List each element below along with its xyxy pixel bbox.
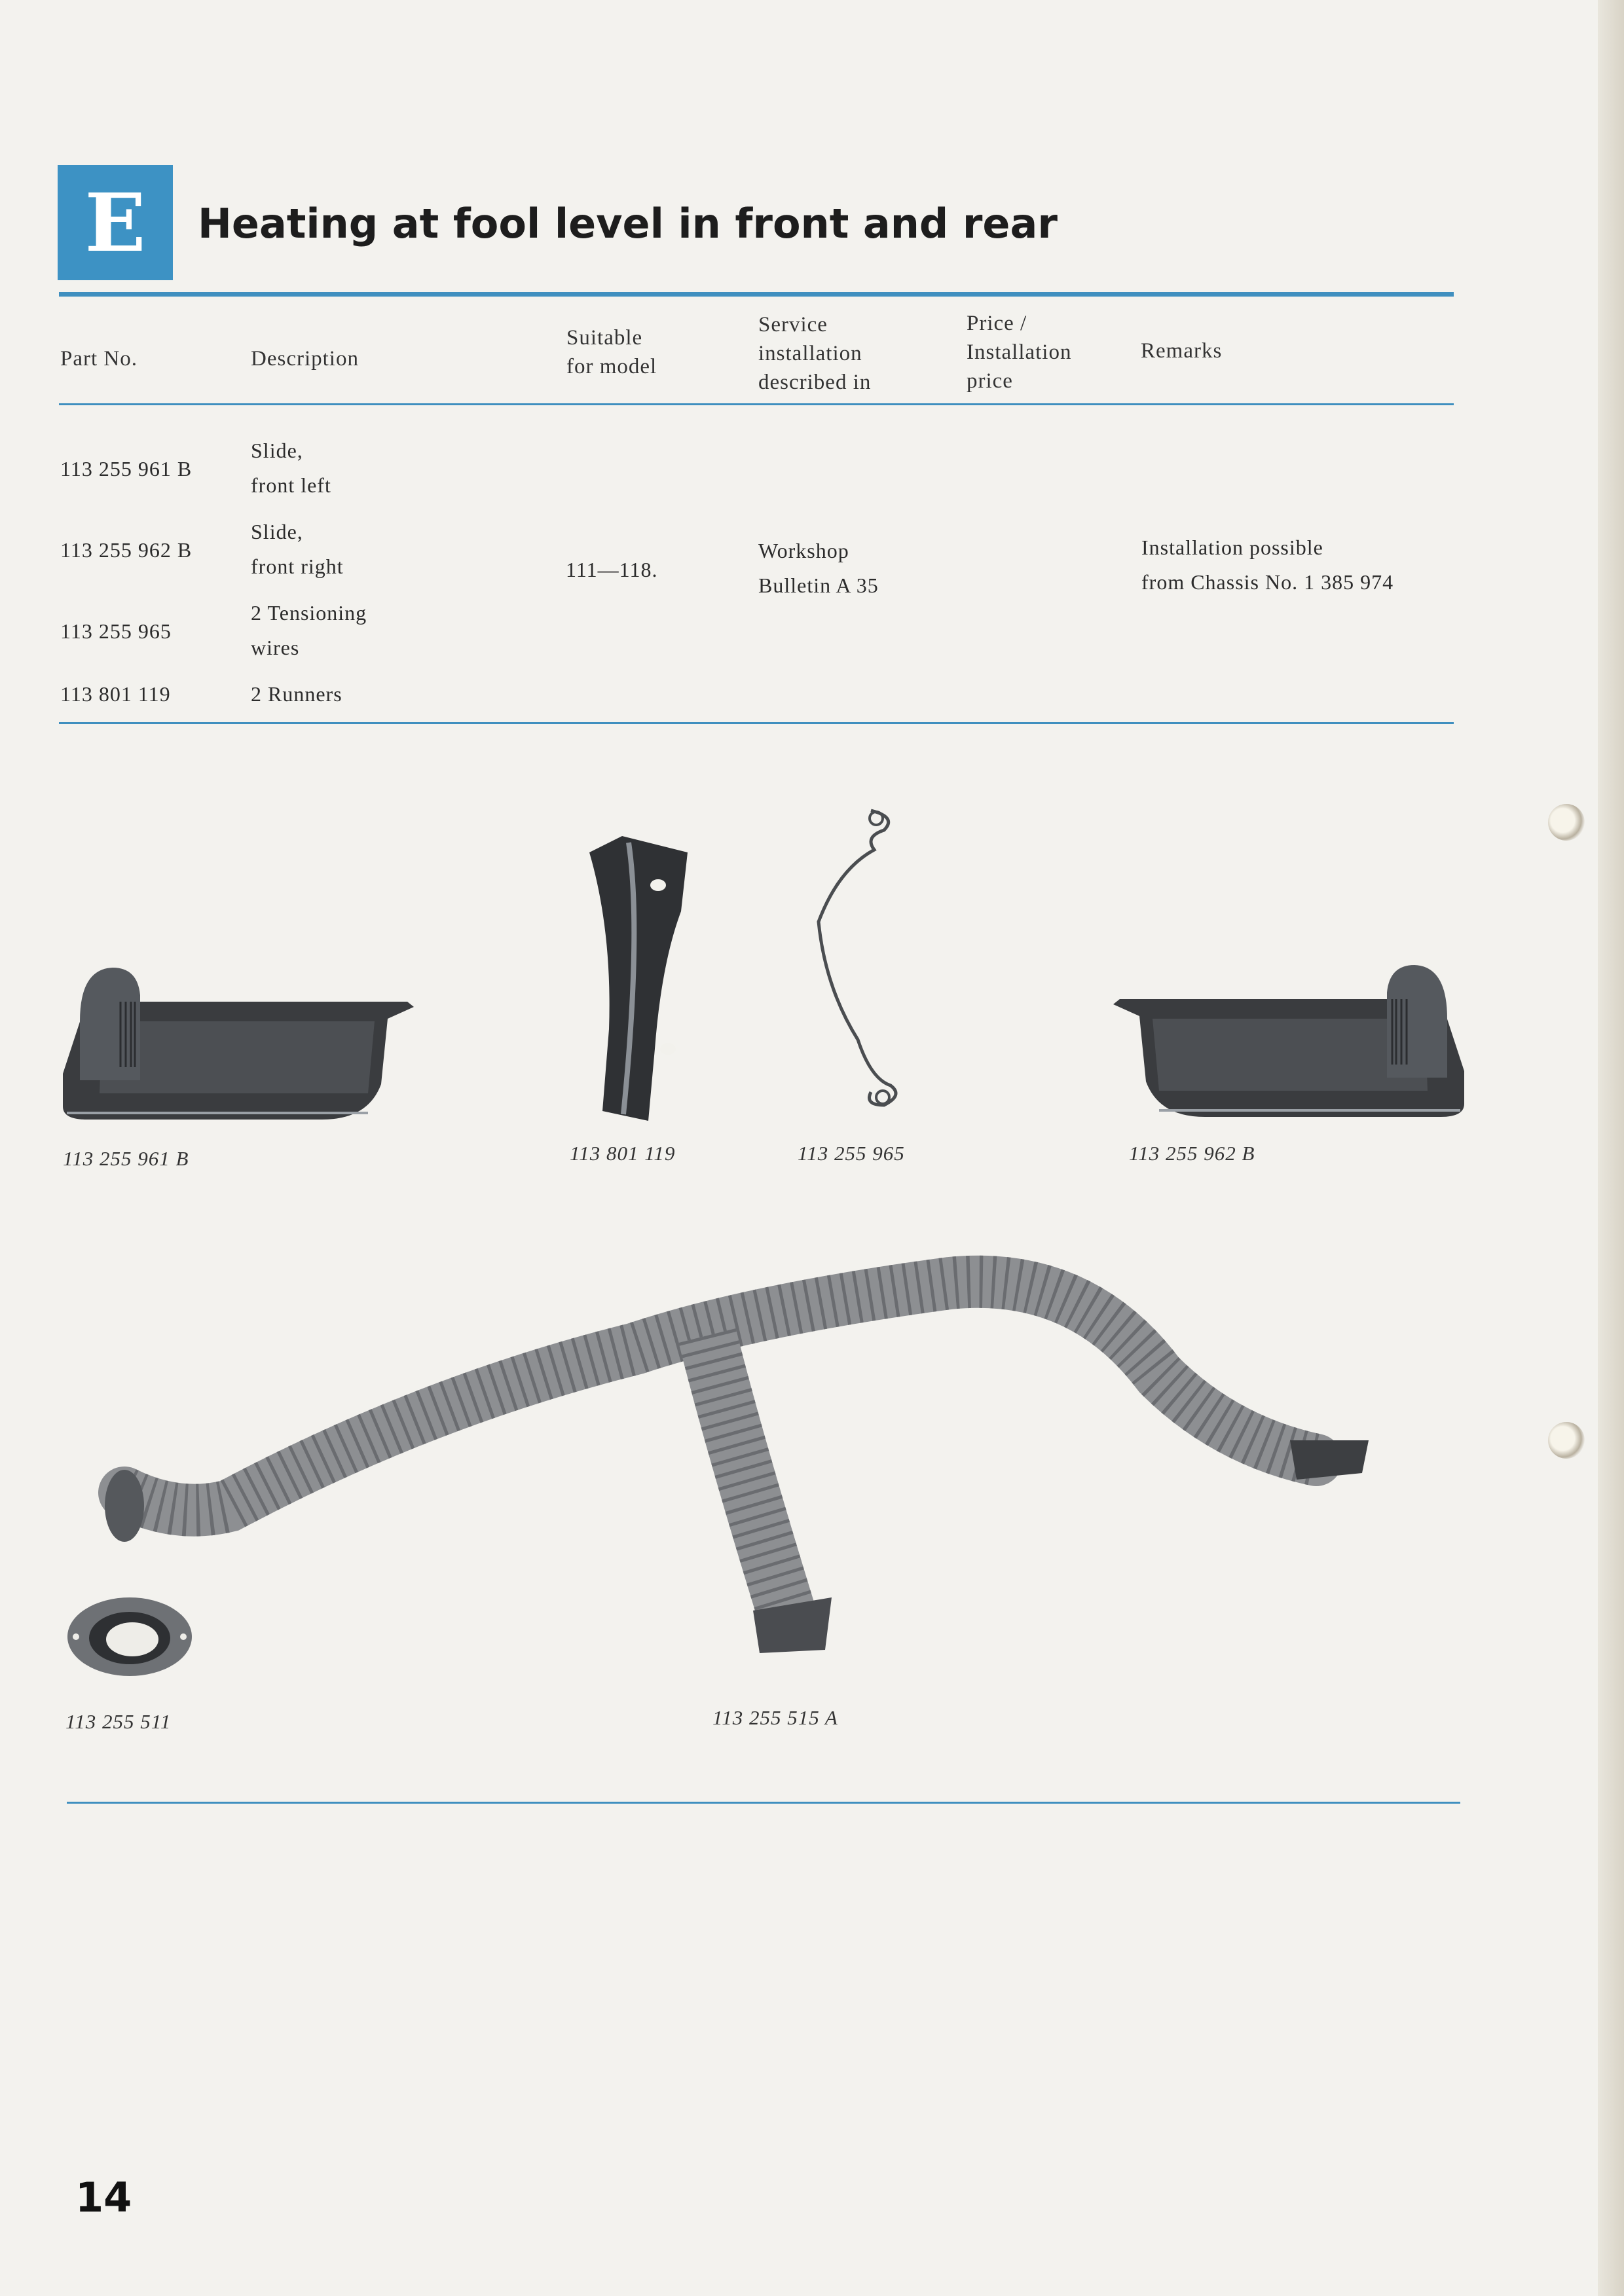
- page-title: Heating at fool level in front and rear: [198, 200, 1058, 247]
- header-model-line: for model: [566, 355, 657, 378]
- model-cell: 111—118.: [566, 558, 658, 581]
- table-bottom-rule: [59, 722, 1454, 724]
- row-description-line: 2 Tensioning: [251, 601, 367, 625]
- punch-hole-bottom: [1548, 1422, 1585, 1459]
- row-description-line: front right: [251, 555, 344, 578]
- header-top-rule: [59, 292, 1454, 297]
- row-description: [251, 515, 344, 584]
- slide-front-right-image: [1100, 953, 1467, 1130]
- caption-hose: 113 255 515 A: [712, 1706, 838, 1729]
- header-service-line: installation: [758, 342, 862, 365]
- header-bottom-rule: [59, 403, 1454, 405]
- row-description-line: 2 Runners: [251, 682, 342, 706]
- row-description: [251, 433, 331, 503]
- punch-hole-top: [1548, 804, 1585, 841]
- header-model: [566, 323, 657, 381]
- header-service: [758, 310, 871, 397]
- slide-front-left-image: [60, 956, 427, 1133]
- row-description: [251, 677, 342, 712]
- service-cell-line: Bulletin A 35: [758, 574, 879, 597]
- remarks-cell-line: Installation possible: [1141, 536, 1323, 559]
- row-part-no: 113 801 119: [60, 682, 171, 706]
- service-cell-line: Workshop: [758, 539, 849, 562]
- row-description-line: wires: [251, 636, 300, 659]
- service-cell: [758, 534, 879, 603]
- remarks-cell-line: from Chassis No. 1 385 974: [1141, 570, 1394, 594]
- header-model-line: Suitable: [566, 326, 643, 350]
- row-description-line: front left: [251, 473, 331, 497]
- header-service-line: Service: [758, 313, 828, 337]
- figures-bottom-rule: [67, 1802, 1460, 1804]
- runner-image: [583, 833, 701, 1127]
- row-part-no: 113 255 962 B: [60, 538, 193, 562]
- row-description-line: Slide,: [251, 520, 303, 543]
- header-part-no: Part No.: [60, 347, 138, 371]
- header-service-line: described in: [758, 371, 872, 394]
- caption-slide-right: 113 255 962 B: [1129, 1142, 1255, 1165]
- caption-slide-left: 113 255 961 B: [63, 1147, 189, 1170]
- section-letter: E: [84, 175, 146, 270]
- header-price-line: Installation: [967, 340, 1072, 364]
- heater-hose-image: [98, 1244, 1382, 1676]
- row-description: [251, 596, 367, 665]
- header-price: [967, 309, 1071, 395]
- tensioning-wire-image: [799, 804, 917, 1112]
- caption-grommet: 113 255 511: [65, 1710, 172, 1733]
- page-edge: [1598, 0, 1624, 2296]
- row-part-no: 113 255 961 B: [60, 457, 193, 481]
- caption-wire: 113 255 965: [798, 1142, 905, 1165]
- section-badge: [58, 165, 173, 280]
- header-price-line: Price /: [967, 312, 1027, 335]
- header-price-line: price: [967, 369, 1013, 393]
- row-part-no: 113 255 965: [60, 619, 172, 643]
- page-number: 14: [75, 2174, 132, 2221]
- row-description-line: Slide,: [251, 439, 303, 462]
- header-description: Description: [251, 347, 359, 371]
- caption-runner: 113 801 119: [570, 1142, 676, 1165]
- grommet-image: [64, 1591, 195, 1683]
- header-remarks: Remarks: [1141, 339, 1223, 363]
- remarks-cell: [1141, 530, 1393, 600]
